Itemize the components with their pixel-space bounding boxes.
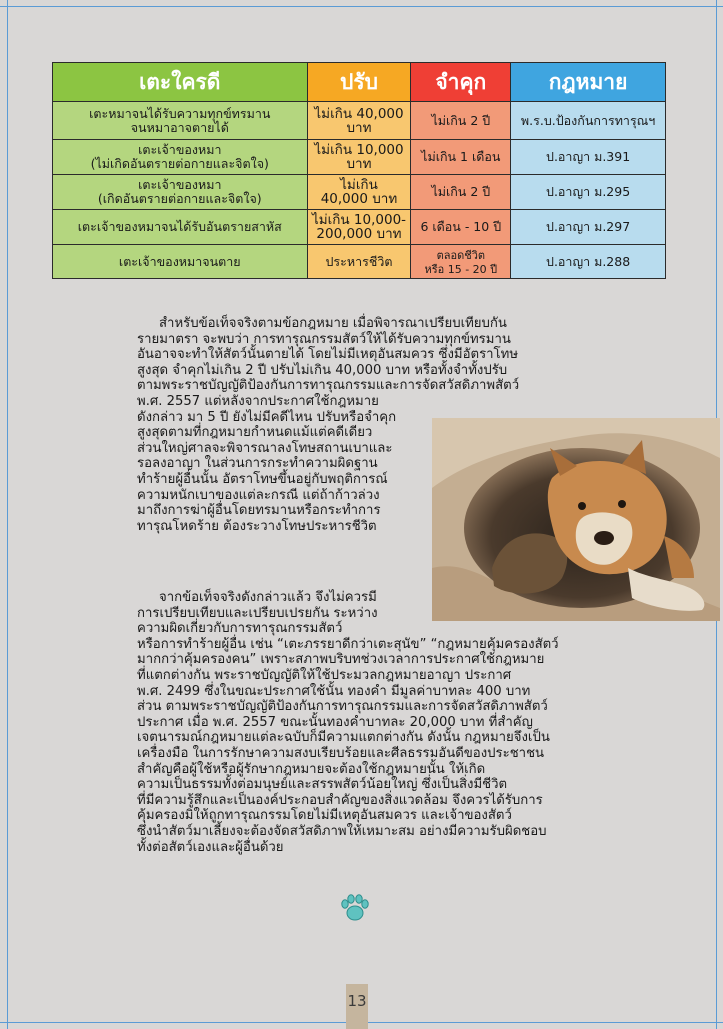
dog-in-burrow-photo [432, 418, 720, 621]
text-line: ทารุณโหดร้าย ต้องระวางโทษประหารชีวิต [137, 518, 377, 534]
case-line: (ไม่เกิดอันตรายต่อกายและจิตใจ) [90, 156, 269, 171]
case-line: (เกิดอันตรายต่อกายและจิตใจ) [97, 191, 262, 206]
fine-cell [307, 102, 411, 140]
law-cell [511, 175, 666, 210]
case-line: เตะเจ้าของหมา [138, 142, 222, 157]
fine-line: 40,000 บาท [320, 191, 398, 207]
text-line: ส่วนใหญ่ศาลจะพิจารณาลงโทษสถานเบาและ [137, 440, 393, 456]
law-text: ป.อาญา ม.288 [546, 253, 631, 269]
frame-guide-left [7, 0, 8, 1029]
text-line: ที่แตกต่างกัน พระราชบัญญัติให้ใช้ประมวลกฎหมายอาญา ประกาศ [137, 667, 512, 683]
case-cell [53, 140, 308, 175]
law-text: ป.อาญา ม.391 [546, 149, 631, 164]
fine-line: ไม่เกิน 10,000 [314, 142, 404, 158]
jail-cell [411, 102, 511, 140]
case-cell [53, 245, 308, 279]
text-line: การเปรียบเทียบและเปรียบเปรยกัน ระหว่าง [137, 605, 378, 621]
fine-line: ไม่เกิน [340, 177, 378, 193]
law-text: พ.ร.บ.ป้องกันการทารุณฯ [520, 112, 656, 128]
law-cell [511, 245, 666, 279]
fine-cell [307, 140, 411, 175]
fine-line: บาท [346, 119, 372, 136]
text-line: เครื่องมือ ในการรักษาความสงบเรียบร้อยและศีลธรรมอันดีของประชาชน [137, 745, 545, 761]
table-header-row [53, 63, 666, 102]
case-cell [53, 210, 308, 245]
law-text: ป.อาญา ม.295 [546, 184, 631, 199]
text-line: ซึ่งนำสัตว์มาเลี้ยงจะต้องจัดสวัสดิภาพให้เหมาะสม อย่างมีความรับผิดชอบ [137, 823, 547, 839]
jail-cell [411, 245, 511, 279]
text-line: ความผิดเกี่ยวกับการทารุณกรรมสัตว์ [137, 621, 343, 637]
text-line: จากข้อเท็จจริงดังกล่าวแล้ว จึงไม่ควรมี [159, 590, 377, 605]
case-line: จนหมาอาจตายได้ [130, 119, 229, 135]
case-line: เตะหมาจนได้รับความทุกข์ทรมาน [89, 105, 271, 121]
text-line: รายมาตรา จะพบว่า การทารุณกรรมสัตว์ให้ได้รับความทุกข์ทรมาน [137, 331, 511, 347]
text-line: สำคัญคือผู้ใช้หรือผู้รักษากฎหมายจะต้องใช้กฎหมายนั้น ให้เกิด [137, 761, 486, 777]
text-line: คุ้มครองมิให้ถูกทารุณกรรมโดยไม่มีเหตุอันสมควร และเจ้าของสัตว์ [137, 808, 512, 824]
body-paragraph-2 [137, 590, 597, 855]
frame-guide-top [0, 6, 723, 7]
text-line: ประกาศ เมื่อ พ.ศ. 2557 ขณะนั้นทองคำบาทละ 20,000 บาท ที่สำคัญ [137, 714, 533, 730]
text-line: สูงสุดตามที่กฎหมายกำหนดแม้แต่คดีเดียว [137, 425, 373, 441]
jail-line: ไม่เกิน 2 ปี [431, 184, 491, 199]
fine-line: 200,000 บาท [316, 226, 402, 242]
dog-photo-illustration [432, 418, 720, 621]
text-line: ที่มีความรู้สึกและเป็นองค์ประกอบสำคัญของสิ่งแวดล้อม จึงควรได้รับการ [137, 792, 543, 808]
text-line: มากกว่าคุ้มครองคน” เพราะสภาพบริบทช่วงเวลาการประกาศใช้กฎหมาย [137, 652, 545, 668]
fine-line: ไม่เกิน 40,000 [314, 105, 404, 122]
fine-cell [307, 245, 411, 279]
case-line: เตะเจ้าของหมาจนได้รับอันตรายสาหัส [77, 219, 282, 234]
case-cell [53, 175, 308, 210]
text-line: สำหรับข้อเท็จจริงตามข้อกฎหมาย เมื่อพิจารณาเปรียบเทียบกัน [159, 316, 507, 331]
table-row [53, 140, 666, 175]
jail-line: ไม่เกิน 1 เดือน [421, 149, 501, 164]
text-line: ดังกล่าว มา 5 ปี ยังไม่มีคดีไหน ปรับหรือจำคุก [137, 409, 397, 425]
case-cell [53, 102, 308, 140]
header-fine: ปรับ [307, 63, 411, 102]
paw-print-icon [340, 894, 370, 922]
text-line: รอลงอาญา ในส่วนการกระทำความผิดฐาน [137, 456, 378, 472]
penalty-table [52, 62, 666, 279]
text-line: สูงสุด จำคุกไม่เกิน 2 ปี ปรับไม่เกิน 40,000 บาท หรือทั้งจำทั้งปรับ [137, 362, 508, 378]
jail-line: 6 เดือน - 10 ปี [420, 219, 502, 234]
text-line: หรือการทำร้ายผู้อื่น เช่น “เตะภรรยาดีกว่าเตะสุนัข” “กฎหมายคุ้มครองสัตว์ [137, 636, 559, 652]
page-number: 13 [347, 992, 367, 1010]
table-row [53, 102, 666, 140]
fine-line: ไม่เกิน 10,000- [311, 212, 407, 228]
header-who-to-kick: เตะใครดี [53, 63, 308, 102]
law-cell [511, 210, 666, 245]
paw-print-svg [340, 894, 370, 922]
jail-cell [411, 140, 511, 175]
text-line: มาถึงการฆ่าผู้อื่นโดยทรมานหรือกระทำการ [137, 503, 381, 519]
jail-line: ไม่เกิน 2 ปี [431, 112, 491, 128]
fine-line: ประหารชีวิต [325, 253, 393, 269]
fine-cell [307, 175, 411, 210]
text-line: ส่วน ตามพระราชบัญญัติป้องกันการทารุณกรรมและการจัดสวัสดิภาพสัตว์ [137, 699, 548, 715]
table-row [53, 245, 666, 279]
text-line: ความหนักเบาของแต่ละกรณี แต่ถ้าก้าวล่วง [137, 487, 380, 503]
header-law: กฎหมาย [511, 63, 666, 102]
text-line: พ.ศ. 2557 แต่หลังจากประกาศใช้กฎหมาย [137, 393, 379, 409]
law-cell [511, 140, 666, 175]
fine-cell [307, 210, 411, 245]
text-line: พ.ศ. 2499 ซึ่งในขณะประกาศใช้นั้น ทองคำ มีมูลค่าบาทละ 400 บาท [137, 683, 531, 699]
text-line: ตามพระราชบัญญัติป้องกันการทารุณกรรมและการจัดสวัสดิภาพสัตว์ [137, 378, 520, 394]
jail-line: หรือ 15 - 20 ปี [424, 262, 498, 276]
header-jail: จำคุก [411, 63, 511, 102]
fine-line: บาท [346, 156, 372, 172]
jail-line: ตลอดชีวิต [436, 248, 486, 262]
text-line: ทั้งต่อสัตว์เองและผู้อื่นด้วย [137, 839, 284, 855]
law-text: ป.อาญา ม.297 [546, 219, 631, 234]
text-line: อันอาจจะทำให้สัตว์นั้นตายได้ โดยไม่มีเหตุอันสมควร ซึ่งมีอัตราโทษ [137, 347, 519, 363]
case-line: เตะเจ้าของหมา [138, 177, 222, 192]
text-line: ทำร้ายผู้อื่นนั้น อัตราโทษขึ้นอยู่กับพฤติการณ์ [137, 471, 388, 487]
text-line: ความเป็นธรรมทั้งต่อมนุษย์และสรรพสัตว์น้อยใหญ่ ซึ่งเป็นสิ่งมีชีวิต [137, 777, 508, 793]
jail-cell [411, 210, 511, 245]
jail-cell [411, 175, 511, 210]
text-line: เจตนารมณ์กฎหมายแต่ละฉบับก็มีความแตกต่างกัน ดังนั้น กฎหมายจึงเป็น [137, 730, 550, 746]
table-row [53, 210, 666, 245]
table-row [53, 175, 666, 210]
case-line: เตะเจ้าของหมาจนตาย [118, 253, 241, 269]
law-cell [511, 102, 666, 140]
